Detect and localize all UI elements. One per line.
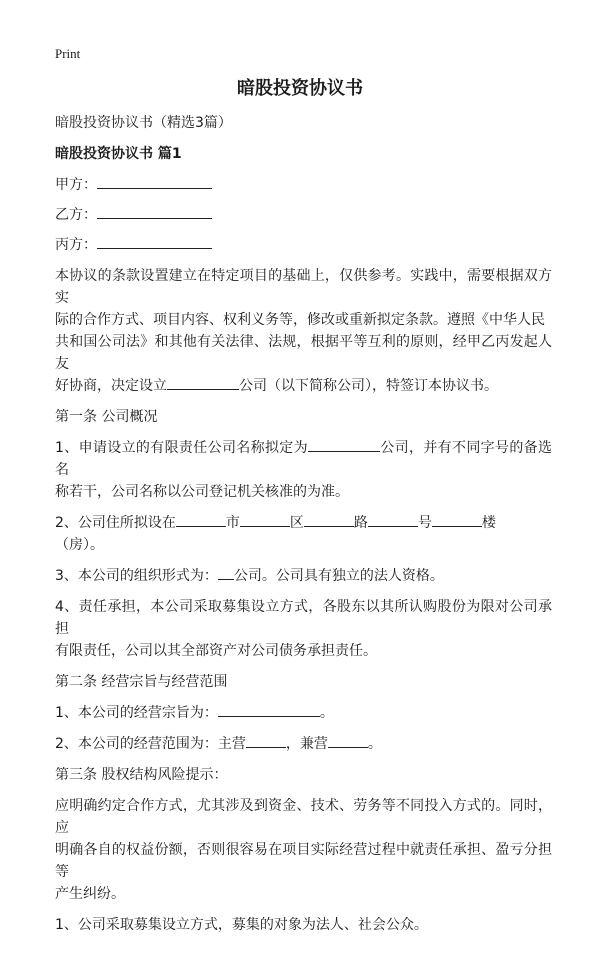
article3-para-line: 产生纠纷。 (55, 886, 125, 902)
party-c-field (55, 234, 552, 256)
text: 。 (319, 705, 334, 721)
article1-item1-line (55, 437, 552, 481)
text: 3、本公司的组织形式为： (55, 568, 218, 584)
article2-item1 (55, 702, 552, 724)
text: 楼 (481, 515, 496, 531)
intro-line: 本协议的条款设置建立在特定项目的基础上，仅供参考。实践中，需要根据双方实 (55, 268, 552, 306)
text: 号 (417, 515, 432, 531)
article1-item2 (55, 512, 552, 556)
blank-line (240, 512, 290, 527)
blank-line (218, 702, 320, 717)
text: 路 (353, 515, 368, 531)
blank-line (304, 512, 354, 527)
text: 1、本公司的经营宗旨为： (55, 705, 218, 721)
intro-line (55, 375, 552, 397)
text: 区 (289, 515, 304, 531)
party-label: 丙方： (55, 237, 97, 253)
intro-line: 际的合作方式、项目内容、权利义务等，修改或重新拟定条款。遵照《中华人民 (55, 312, 545, 328)
text: ，兼营 (285, 736, 328, 752)
section-heading: 暗股投资协议书 篇1 (55, 146, 182, 162)
text: 。 (367, 736, 382, 752)
blank-line (97, 174, 212, 189)
blank-line (308, 437, 380, 452)
blank-line (176, 512, 226, 527)
article1-item1 (55, 437, 552, 503)
article3-item1: 1、公司采取募集设立方式，募集的对象为法人、社会公众。 (55, 917, 428, 933)
text: 好协商，决定设立 (55, 378, 167, 394)
text: 1、申请设立的有限责任公司名称拟定为 (55, 440, 308, 456)
blank-line (97, 204, 212, 219)
intro-line: 共和国公司法》和其他有关法律、法规，根据平等互利的原则，经甲乙丙发起人友 (55, 334, 552, 372)
subtitle: 暗股投资协议书（精选3篇） (55, 115, 232, 131)
article3-para-line: 应明确约定合作方式，尤其涉及到资金、技术、劳务等不同投入方式的。同时，应 (55, 798, 552, 836)
intro-paragraph (55, 265, 552, 397)
article1-heading: 第一条 公司概况 (55, 409, 158, 425)
party-label: 甲方： (55, 177, 97, 193)
article3-paragraph (55, 795, 552, 905)
article2-item2 (55, 733, 552, 755)
print-link[interactable]: Print (55, 46, 81, 61)
text: 市 (225, 515, 240, 531)
text: 2、公司住所拟设在 (55, 515, 176, 531)
blank-line (368, 512, 418, 527)
blank-line (328, 733, 368, 748)
text: 公司（以下简称公司），特签订本协议书。 (239, 378, 498, 394)
party-label: 乙方： (55, 207, 97, 223)
blank-line (167, 375, 239, 390)
document-title: 暗股投资协议书 (237, 78, 363, 99)
article1-item4-cont: 有限责任，公司以其全部资产对公司债务承担责任。 (55, 643, 377, 659)
article1-item2-cont: （房）。 (55, 537, 104, 553)
text: 公司。公司具有独立的法人资格。 (233, 568, 444, 584)
article1-item2-line (55, 512, 552, 534)
blank-line (246, 733, 286, 748)
article1-item4-line: 4、责任承担，本公司采取募集设立方式，各股东以其所认购股份为限对公司承担 (55, 599, 552, 637)
blank-line (218, 565, 234, 580)
blank-line (432, 512, 482, 527)
text: 公司，并有不同字号的备选名 (55, 440, 553, 478)
blank-line (97, 234, 212, 249)
article3-para-line: 明确各自的权益份额，否则很容易在项目实际经营过程中就责任承担、盈亏分担等 (55, 842, 552, 880)
article3-heading: 第三条 股权结构风险提示： (55, 767, 228, 783)
party-a-field (55, 174, 552, 196)
article2-heading: 第二条 经营宗旨与经营范围 (55, 674, 228, 690)
article1-item1-cont: 称若干，公司名称以公司登记机关核准的为准。 (55, 484, 349, 500)
article1-item3 (55, 565, 552, 587)
text: 2、本公司的经营范围为：主营 (55, 736, 246, 752)
party-b-field (55, 204, 552, 226)
article1-item4 (55, 596, 552, 662)
